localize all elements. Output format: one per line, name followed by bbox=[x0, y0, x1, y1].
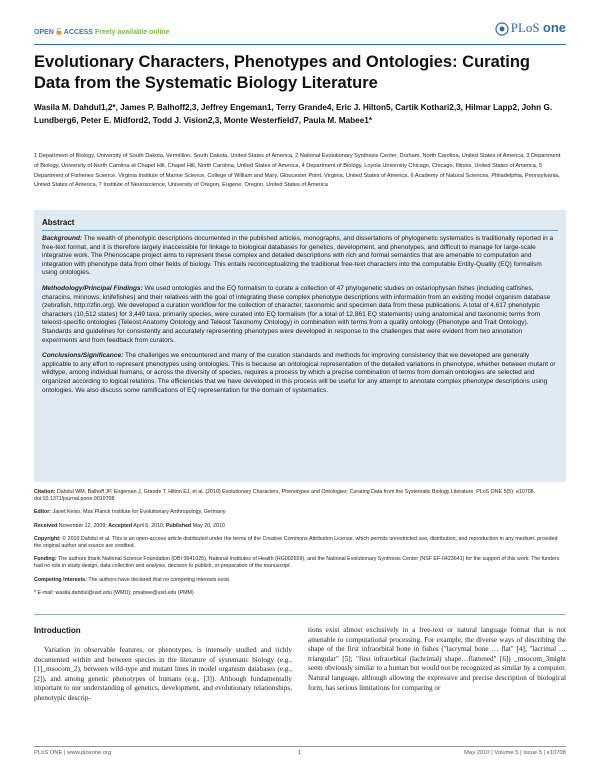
footer-issue: May 2010 | Volume 5 | Issue 5 | e10708 bbox=[464, 750, 566, 756]
logo-one-text: one bbox=[542, 20, 566, 35]
conclusions-text: The challenges we encountered and many of the curation standards and methods for improving consistency that we developed are generally applicable to any effort to represent phenotypes using ontologies. This is because an ontological representation of the detailed variations in phenotype, whether between mutant or wildtype, among individual humans, or across the diversity of species, requires a process by which a precise combination of terms from domain ontologies are selected and organized according to logical relations. The efficiencies that we have developed in this process will be useful for any attempt to annotate complex phenotype descriptions using ontologies. We also discuss some ramifications of EQ representation for the domain of systematics. bbox=[42, 352, 556, 394]
funding-label: Funding: bbox=[34, 556, 57, 563]
abstract-rule bbox=[42, 230, 558, 231]
logo-plos-text: PLoS bbox=[510, 20, 540, 35]
received-date: November 12, 2009; bbox=[57, 522, 109, 529]
article-title: Evolutionary Characters, Phenotypes and Ontologies: Curating Data from the Systematic Biology Literature bbox=[34, 53, 530, 92]
plos-one-logo bbox=[495, 20, 566, 36]
abstract-box bbox=[34, 210, 566, 482]
copyright bbox=[34, 536, 566, 550]
methods-text: We used ontologies and the EQ formalism to curate a collection of 47 phylogenetic studies on ostariophysan fishes (including catfishes, characins, minnows, knifefishes) and their relatives with the goal of integrating these complex phenotype descriptions with information from an existing model organism database (zebrafish, http://zfin.org). We developed a curation workflow for the collection of character, taxonomic and specimen data from these publications. A total of 4,617 phenotypic characters (10,512 states) for 3,449 taxa, primarily species, were curated into EQ formalism (for a total of 12,861 EQ statements) using anatomical and taxonomic terms from teleost-specific ontologies (Teleost Anatomy Ontology and Teleost Taxonomy Ontology) in combination with terms from a quality ontology (Phenotype and Trait Ontology). Standards and guidelines for consistently and accurately representing phenotypes were developed in response to the challenges that were evident from two annotation experiments and from feedback from curators. bbox=[42, 284, 551, 344]
abstract-methods bbox=[42, 285, 558, 345]
open-access-banner bbox=[34, 28, 170, 36]
competing-label: Competing Interests: bbox=[34, 576, 87, 583]
abstract-conclusions bbox=[42, 352, 558, 395]
open-lock-icon bbox=[56, 28, 62, 35]
conclusions-label: Conclusions/Significance: bbox=[42, 352, 124, 360]
intro-paragraph-right: tions exist almost exclusively in a free-text or natural language format that is not amenable to computational processing. For example, the diverse ways of describing the shape of the first infraorbital bone in fishes ("lacrymal bone … flat" [4]; "lacrimal … triangular" [5]; "first infraorbital (lachrimal) shape…flattened" [6]) _msocom_3might seem obviously similar to a human but would not be recognized as similar by a computer. Natural language, although allowing the expressive and precise description of biological form, has serious limitations for comparing or bbox=[308, 626, 566, 692]
header-rule bbox=[34, 44, 566, 45]
editor-text: Janet Kelso, Max Planck Institute for Evolutionary Anthropology, Germany bbox=[51, 509, 226, 516]
published-date: May 20, 2010 bbox=[191, 522, 225, 529]
metadata-rule bbox=[34, 614, 566, 615]
email bbox=[34, 590, 566, 597]
editor-label: Editor: bbox=[34, 509, 52, 516]
email-link[interactable]: wasila.dahdul@usd.edu (WMD); pmabee@usd.edu (PMM) bbox=[54, 589, 194, 596]
email-label: * E-mail: bbox=[34, 589, 55, 596]
abstract-body bbox=[42, 235, 558, 402]
footer-rule bbox=[34, 746, 566, 747]
page-number: 1 bbox=[298, 750, 302, 756]
accepted-label: Accepted bbox=[108, 522, 133, 529]
citation-label: Citation: bbox=[34, 489, 56, 495]
competing-text: The authors have declared that no competing interests exist. bbox=[86, 576, 231, 583]
article-metadata bbox=[34, 489, 566, 603]
footer-journal[interactable]: PLoS ONE | www.plosone.org bbox=[34, 750, 112, 756]
author-list: Wasila M. Dahdul1,2*, James P. Balhoff2,3, Jeffrey Engeman1, Terry Grande4, Eric J. Hilton5, Cartik Kothari2,3, Hilmar Lapp2, John G. Lundberg6, Peter E. Midford2, Todd J. Vision2,3, Monte Westerfield7, Paula M. Mabee1* bbox=[34, 103, 553, 125]
abstract-background bbox=[42, 235, 558, 278]
editor bbox=[34, 509, 566, 516]
affiliations: 1 Department of Biology, University of South Dakota, Vermillion, South Dakota, United States of America, 2 National Evolutionary Synthesis Center, Durham, North Carolina, United States of America, 3 Department of Biology, University of North Carolina at Chapel Hill, Chapel Hill, North Carolina, United States of America, 4 Department of Biology, Loyola University Chicago, Chicago, Illinois, United States of America, 5 Department of Fisheries Science, Virginia Institute of Marine Science, College of William and Mary, Gloucester Point, Virginia, United States of America, 6 Academy of Natural Sciences, Philadelphia, Pennsylvania, United States of America, 7 Institute of Neuroscience, University of Oregon, Eugene, Oregon, United States of America bbox=[34, 153, 561, 189]
accepted-date: April 6, 2010; bbox=[132, 522, 166, 529]
journal-header bbox=[34, 18, 566, 42]
methods-label: Methodology/Principal Findings: bbox=[42, 284, 143, 292]
competing-interests bbox=[34, 577, 566, 584]
background-text: The wealth of phenotypic descriptions documented in the published articles, monographs, and dissertations of phylogenetic systematics is traditionally reported in a free-text format, and it is therefore largely inaccessible for linkage to biological databases for genetics, development, and phenotypes, and difficult to manage for large-scale integrative work. The Phenoscape project aims to represent these complex and detailed descriptions with rich and formal semantics that are amenable to computation and integration with phenotype data from other fields of biology. This entails reconceptualizing the traditional free-text characters into the computable Entity-Quality (EQ) formalism using ontologies. bbox=[42, 235, 554, 277]
intro-paragraph-left: Variation in observable features, or phenotypes, is intensely studied and richly documented within and between species in the literature of systematic biology (e.g., [1]_msocom_2), between wild-type and mutant lines in model organism databases (e.g., [2]), and among genetic phenotypes of humans (e.g., [3]). Although fundamentally important to our understanding of genetics, development, and evolutionary relationships, phenotypic descrip- bbox=[34, 646, 292, 702]
intro-column-left bbox=[34, 646, 292, 704]
citation bbox=[34, 489, 566, 503]
received-label: Received bbox=[34, 522, 58, 529]
copyright-label: Copyright: bbox=[34, 535, 61, 542]
freely-available-label: Freely available online bbox=[94, 29, 170, 36]
introduction-heading: Introduction bbox=[34, 626, 81, 635]
copyright-text: © 2010 Dahdul et al. This is an open-access article distributed under the terms of the Creative Commons Attribution License, which permits unrestricted use, distribution, and reproduction in any medium, provided the original author and source are credited. bbox=[34, 535, 558, 550]
funding-text: The authors thank National Science Foundation (DBI 0641025), National Institutes of Health (HG002659), and the National Evolutionary Synthesis Center (NSF EF-0423641) for the support of this work. The funders had no role in study design, data collection and analysis, decision to publish, or preparation of the manuscript. bbox=[34, 556, 560, 570]
plos-logo-icon bbox=[495, 22, 509, 36]
published-label: Published bbox=[165, 522, 192, 529]
citation-text: Dahdul WM, Balhoff JP, Engeman J, Grande T, Hilton EJ, et al. (2010) Evolutionary Characters, Phenotypes and Ontologies: Curating Data from the Systematic Biology Literature. PLoS ONE 5(5): e10708. doi:10.1371/journal.pone.0010708 bbox=[34, 489, 536, 503]
abstract-heading: Abstract bbox=[42, 218, 75, 227]
background-label: Background: bbox=[42, 235, 83, 242]
dates bbox=[34, 523, 566, 530]
open-label: OPEN bbox=[34, 29, 54, 36]
funding bbox=[34, 556, 566, 570]
access-label: ACCESS bbox=[63, 29, 93, 36]
intro-column-right bbox=[308, 626, 566, 693]
